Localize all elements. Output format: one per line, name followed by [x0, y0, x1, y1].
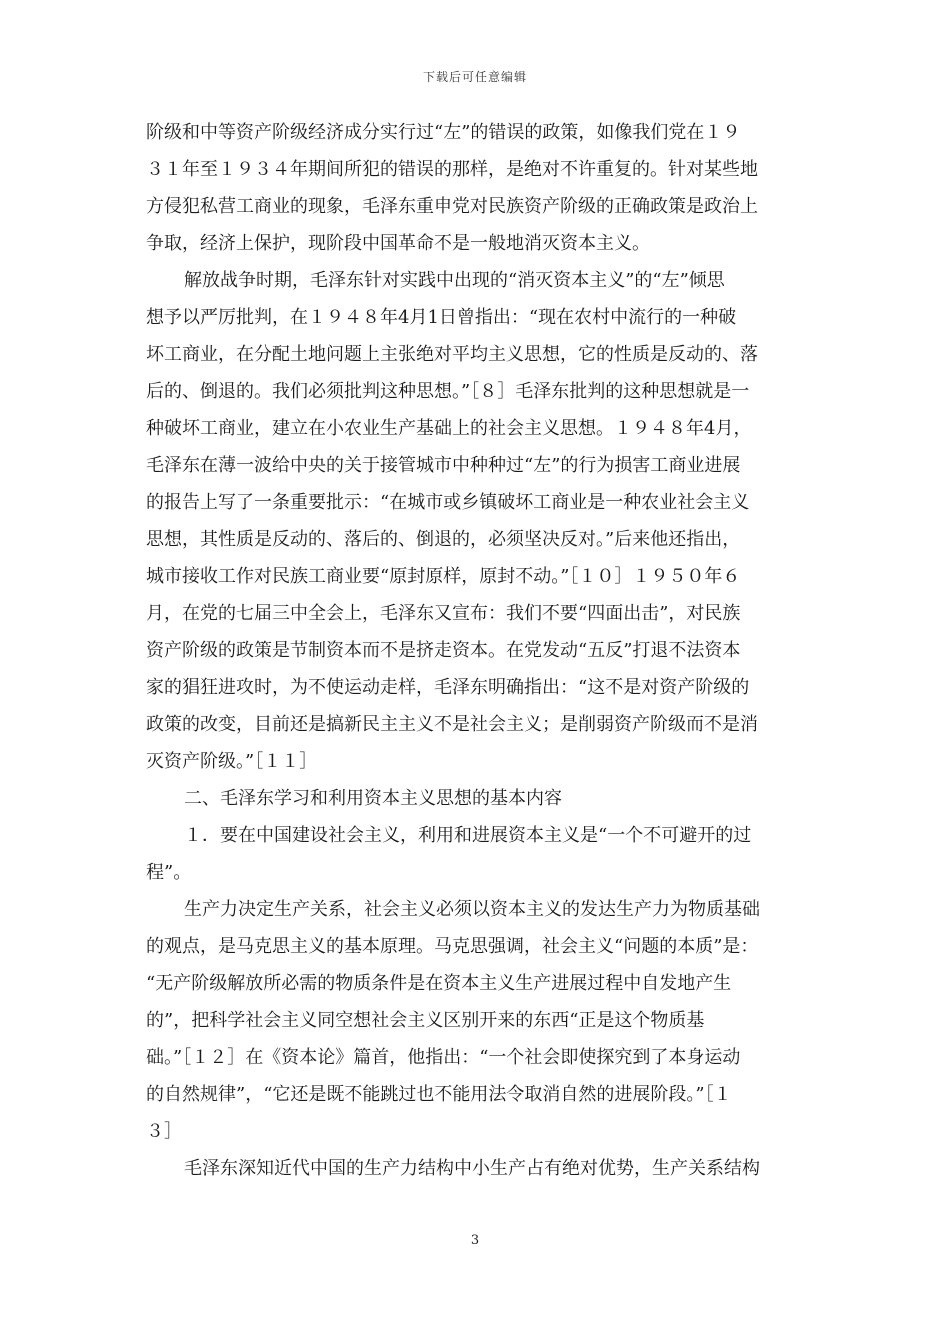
text-line: 础。”［１２］在《资本论》篇首，他指出：“一个社会即使探究到了本身运动 [146, 1047, 741, 1068]
text-line: 想予以严厉批判，在１９４８年4月1日曾指出：“现在农村中流行的一种破 [146, 307, 737, 328]
page-header: 下载后可任意编辑 [422, 70, 527, 84]
text-line: 的自然规律”，“它还是既不能跳过也不能用法令取消自然的进展阶段。”［１ [146, 1084, 732, 1105]
text-line: ３］ [146, 1121, 182, 1142]
text-line: ３１年至１９３４年期间所犯的错误的那样，是绝对不许重复的。针对某些地 [146, 159, 758, 180]
text-line: 的报告上写了一条重要批示：“在城市或乡镇破坏工商业是一种农业社会主义 [146, 492, 750, 513]
text-line: 毛泽东在薄一波给中央的关于接管城市中种种过“左”的行为损害工商业进展 [146, 455, 741, 476]
text-line: 家的猖狂进攻时，为不使运动走样，毛泽东明确指出：“这不是对资产阶级的 [146, 677, 750, 698]
text-line: 思想，其性质是反动的、落后的、倒退的，必须坚决反对。”后来他还指出， [146, 529, 741, 550]
text-line: 程”。 [146, 862, 192, 883]
text-line: 阶级和中等资产阶级经济成分实行过“左”的错误的政策，如像我们党在１９ [146, 122, 741, 143]
text-line: 灭资产阶级。”［１１］ [146, 751, 318, 772]
paragraph-start-line: 解放战争时期，毛泽东针对实践中出现的“消灭资本主义”的“左”倾思 [184, 270, 725, 291]
text-line: 后的、倒退的。我们必须批判这种思想。”［８］毛泽东批判的这种思想就是一 [146, 381, 750, 402]
text-line: 的”，把科学社会主义同空想社会主义区别开来的东西“正是这个物质基 [146, 1010, 705, 1031]
paragraph-start-line: 毛泽东深知近代中国的生产力结构中小生产占有绝对优势，生产关系结构 [184, 1158, 760, 1179]
text-line: 争取，经济上保护，现阶段中国革命不是一般地消灭资本主义。 [146, 233, 650, 254]
subsection-heading: １．要在中国建设社会主义，利用和进展资本主义是“一个不可避开的过 [184, 825, 752, 846]
section-heading: 二、毛泽东学习和利用资本主义思想的基本内容 [184, 788, 562, 809]
text-line: 资产阶级的政策是节制资本而不是挤走资本。在党发动“五反”打退不法资本 [146, 640, 741, 661]
page-number: 3 [470, 1233, 480, 1248]
document-body [146, 114, 810, 1187]
text-line: 月，在党的七届三中全会上，毛泽东又宣布：我们不要“四面出击”，对民族 [146, 603, 741, 624]
text-line: 城市接收工作对民族工商业要“原封原样，原封不动。”［１０］１９５０年６ [146, 566, 741, 587]
text-line: 种破坏工商业，建立在小农业生产基础上的社会主义思想。１９４８年4月， [146, 418, 752, 439]
paragraph-start-line: 生产力决定生产关系，社会主义必须以资本主义的发达生产力为物质基础 [184, 899, 760, 920]
text-line: 政策的改变，目前还是搞新民主主义不是社会主义；是削弱资产阶级而不是消 [146, 714, 758, 735]
text-line: 的观点，是马克思主义的基本原理。马克思强调，社会主义“问题的本质”是： [146, 936, 759, 957]
text-line: 方侵犯私营工商业的现象，毛泽东重申党对民族资产阶级的正确政策是政治上 [146, 196, 758, 217]
text-line: 坏工商业，在分配土地问题上主张绝对平均主义思想，它的性质是反动的、落 [146, 344, 758, 365]
text-line: “无产阶级解放所必需的物质条件是在资本主义生产进展过程中自发地产生 [146, 973, 732, 994]
